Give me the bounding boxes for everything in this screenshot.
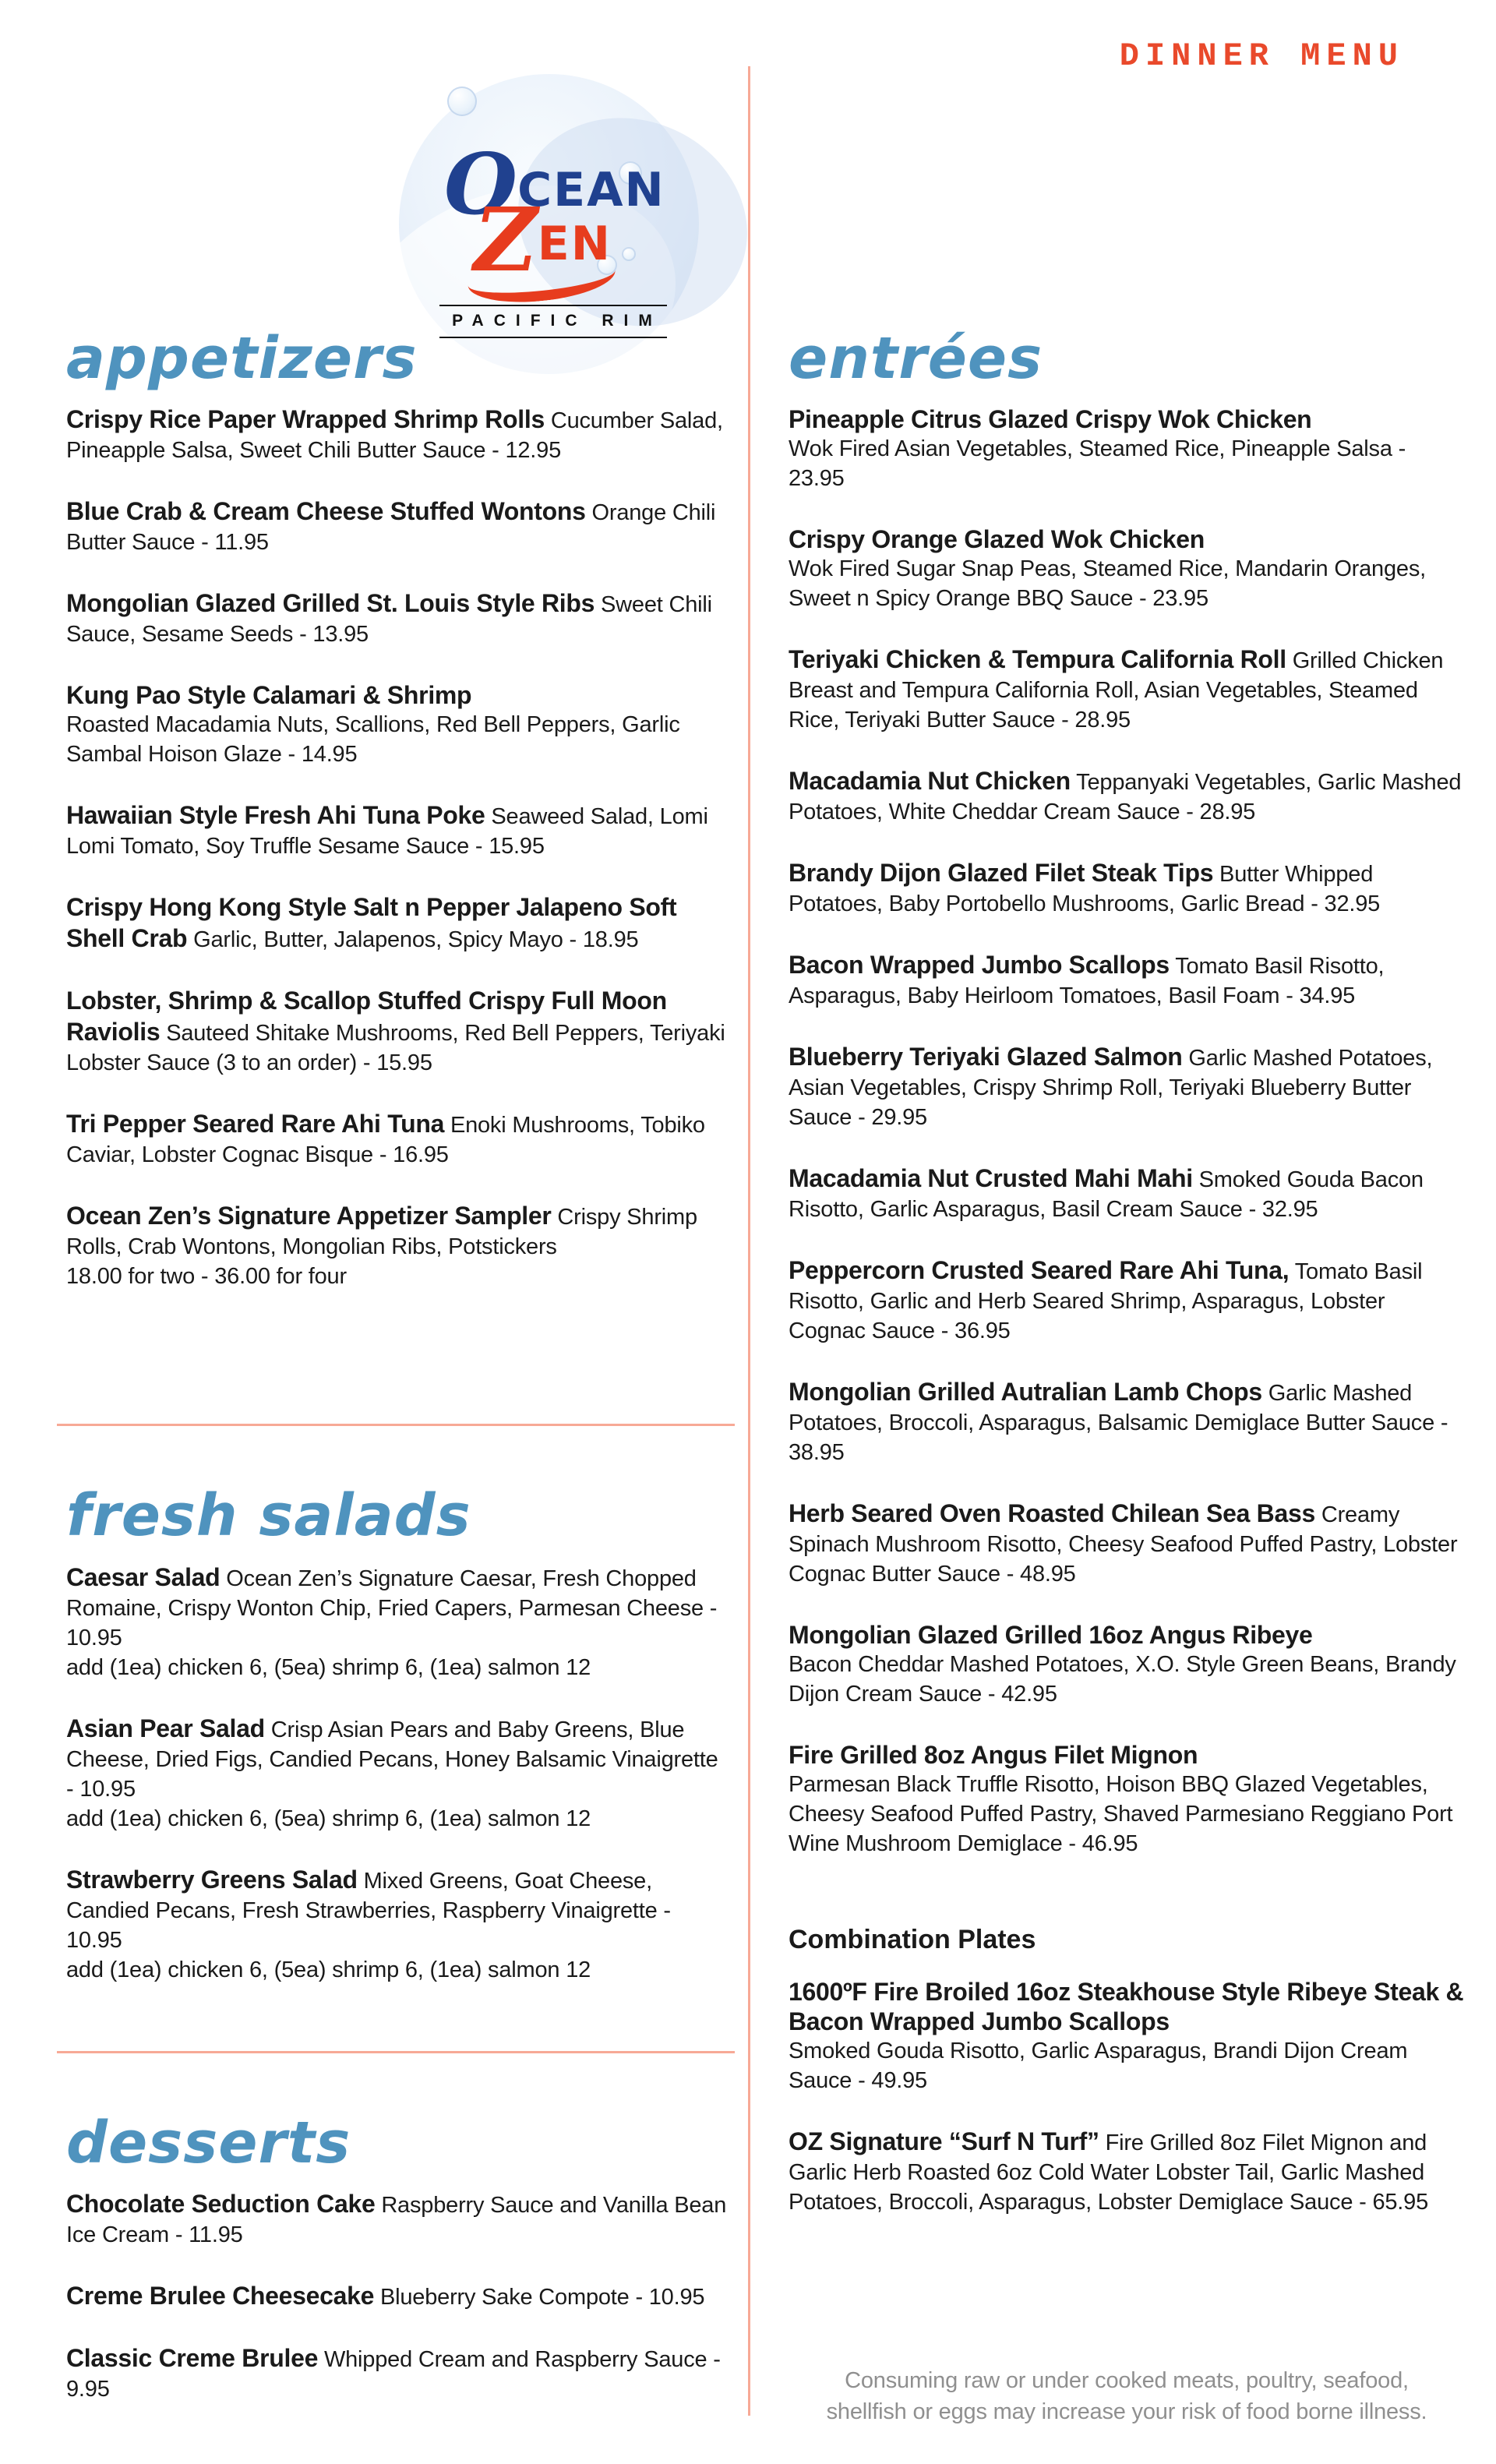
menu-item [66,2189,727,2250]
menu-item-addon: add (1ea) chicken 6, (5ea) shrimp 6, (1ea) salmon 12 [66,1654,591,1680]
menu-item [789,404,1465,493]
menu-item [789,1620,1465,1709]
menu-item-desc: Enoki Mushrooms, Tobiko Caviar, Lobster Cognac Bisque - 16.95 [66,1113,705,1168]
menu-item-addon: add (1ea) chicken 6, (5ea) shrimp 6, (1ea) salmon 12 [66,1957,591,1982]
menu-item-name: Creme Brulee Cheesecake [66,2282,375,2310]
menu-item [66,1109,727,1170]
section-divider [57,1424,735,1426]
menu-item-name: Bacon Wrapped Jumbo Scallops [789,951,1170,980]
menu-item-name: Strawberry Greens Salad [66,1865,358,1894]
menu-item [66,496,727,557]
menu-item-name: 1600ºF Fire Broiled 16oz Steakhouse Style Ribeye Steak & Bacon Wrapped Jumbo Scallops [789,1978,1464,2036]
combination-plates-list [789,1977,1465,2217]
menu-item-name: Mongolian Glazed Grilled St. Louis Style Ribs [66,589,595,618]
menu-item [66,680,727,769]
menu-item-desc: Cucumber Salad, Pineapple Salsa, Sweet Chili Butter Sauce - 12.95 [66,408,723,464]
menu-item-desc: Mixed Greens, Goat Cheese, Candied Pecans, Fresh Strawberries, Raspberry Vinaigrette - 10.95 [66,1868,671,1953]
menu-item-desc: Seaweed Salad, Lomi Lomi Tomato, Soy Truffle Sesame Sauce - 15.95 [66,804,708,860]
menu-item-name: Macadamia Nut Crusted Mahi Mahi [789,1164,1193,1193]
menu-item-name: Mongolian Grilled Autralian Lamb Chops [789,1378,1262,1407]
menu-item-name: Tri Pepper Seared Rare Ahi Tuna [66,1110,445,1138]
menu-item [66,1865,727,1985]
menu-item [66,2343,727,2404]
logo-word-ocean: OCEAN [444,136,665,234]
disclaimer-line-2: shellfish or eggs may increase your risk of food borne illness. [826,2399,1427,2425]
menu-item-name: Brandy Dijon Glazed Filet Steak Tips [789,859,1214,888]
menu-item-name: Caesar Salad [66,1562,221,1591]
menu-item-desc: Wok Fired Sugar Snap Peas, Steamed Rice, Mandarin Oranges, Sweet n Spicy Orange BBQ Sauce - 23.95 [789,556,1427,612]
menu-item [789,1377,1465,1467]
menu-item-name: Crispy Orange Glazed Wok Chicken [789,525,1205,554]
menu-item-desc: Bacon Cheddar Mashed Potatoes, X.O. Style Green Beans, Brandy Dijon Cream Sauce - 42.95 [789,1652,1456,1707]
menu-item [789,1499,1465,1589]
menu-item-desc: Tomato Basil Risotto, Garlic and Herb Seared Shrimp, Asparagus, Lobster Cognac Sauce - 36.95 [789,1259,1423,1344]
menu-item-name: Asian Pear Salad [66,1714,265,1742]
menu-item [66,1201,727,1291]
menu-item [66,986,727,1078]
menu-item-name: Hawaiian Style Fresh Ahi Tuna Poke [66,801,485,830]
menu-item-name: Lobster, Shrimp & Scallop Stuffed Crispy Full Moon Raviolis [66,987,667,1047]
entrees-heading: entrées [789,325,1043,392]
menu-item-desc: Garlic Mashed Potatoes, Asian Vegetables, Crispy Shrimp Roll, Teriyaki Blueberry Butter Sauce - 29.95 [789,1046,1433,1131]
column-divider [748,66,750,2416]
menu-item [789,2127,1465,2217]
menu-item-name: Blueberry Teriyaki Glazed Salmon [789,1043,1183,1071]
menu-item [789,858,1465,919]
menu-item-desc: Roasted Macadamia Nuts, Scallions, Red Bell Peppers, Garlic Sambal Hoison Glaze - 14.95 [66,712,680,768]
menu-item-name: OZ Signature “Surf N Turf” [789,2127,1099,2156]
menu-item-name: Herb Seared Oven Roasted Chilean Sea Bass [789,1499,1315,1528]
menu-item-desc: Garlic, Butter, Jalapenos, Spicy Mayo - 18.95 [193,927,639,953]
menu-item-name: Macadamia Nut Chicken [789,767,1071,796]
logo-tagline: PACIFIC RIM [439,305,667,338]
menu-item [66,1714,727,1834]
menu-item [66,588,727,649]
salads-list [66,1562,727,1985]
menu-item-name: Chocolate Seduction Cake [66,2190,376,2219]
menu-item [789,766,1465,827]
desserts-heading: desserts [66,2109,351,2176]
desserts-list [66,2189,727,2404]
section-divider [57,2051,735,2053]
menu-item-desc: Tomato Basil Risotto, Asparagus, Baby Heirloom Tomatoes, Basil Foam - 34.95 [789,954,1385,1009]
menu-item-name: Crispy Hong Kong Style Salt n Pepper Jalapeno Soft Shell Crab [66,893,677,953]
menu-item-desc: Smoked Gouda Bacon Risotto, Garlic Asparagus, Basil Cream Sauce - 32.95 [789,1167,1424,1223]
menu-item [66,1562,727,1682]
logo-word-zen: ZEN [474,189,612,291]
menu-item [789,1740,1465,1859]
menu-item-desc: Fire Grilled 8oz Filet Mignon and Garlic Herb Roasted 6oz Cold Water Lobster Tail, Garlic Mashed Potatoes, Broccoli, Asparagus, Lobster Demiglace Sauce - 65.95 [789,2130,1429,2215]
menu-item-name: Teriyaki Chicken & Tempura California Roll [789,645,1286,674]
menu-item-desc: Raspberry Sauce and Vanilla Bean Ice Cream - 11.95 [66,2193,727,2248]
menu-item [789,1255,1465,1346]
menu-item-desc: Ocean Zen’s Signature Caesar, Fresh Chopped Romaine, Crispy Wonton Chip, Fried Capers, Parmesan Cheese - 10.95 [66,1566,718,1650]
menu-item-name: Mongolian Glazed Grilled 16oz Angus Ribeye [789,1621,1313,1650]
dinner-menu-stamp: DINNER MENU [1119,37,1404,75]
menu-item [789,1163,1465,1224]
menu-item [789,1042,1465,1132]
menu-item-name: Kung Pao Style Calamari & Shrimp [66,681,472,710]
menu-item [66,2281,727,2312]
menu-item-desc: Sauteed Shitake Mushrooms, Red Bell Peppers, Teriyaki Lobster Sauce (3 to an order) - 15.95 [66,1021,725,1076]
entrees-list [789,404,1465,1859]
menu-item-desc: Grilled Chicken Breast and Tempura California Roll, Asian Vegetables, Steamed Rice, Teriyaki Butter Sauce - 28.95 [789,648,1444,733]
food-safety-disclaimer [789,2365,1465,2427]
menu-item-desc: Garlic Mashed Potatoes, Broccoli, Asparagus, Balsamic Demiglace Butter Sauce - 38.95 [789,1381,1448,1466]
menu-item [789,1977,1465,2095]
menu-item [66,404,727,465]
menu-item-name: Pineapple Citrus Glazed Crispy Wok Chicken [789,405,1312,434]
menu-item-desc: Crispy Shrimp Rolls, Crab Wontons, Mongolian Ribs, Potstickers [66,1205,697,1260]
menu-item [789,950,1465,1011]
menu-item [789,644,1465,735]
appetizers-heading: appetizers [66,325,418,392]
menu-item [789,524,1465,613]
appetizers-list [66,404,727,1291]
menu-item-desc: Whipped Cream and Raspberry Sauce - 9.95 [66,2347,721,2402]
right-column [789,0,1465,2427]
menu-item-name: Blue Crab & Cream Cheese Stuffed Wontons [66,497,586,526]
menu-item [66,800,727,861]
menu-item-desc: Wok Fired Asian Vegetables, Steamed Rice, Pineapple Salsa - 23.95 [789,436,1406,492]
menu-item [66,892,727,955]
menu-item-desc: Smoked Gouda Risotto, Garlic Asparagus, Brandi Dijon Cream Sauce - 49.95 [789,2039,1408,2094]
menu-item-desc: Sweet Chili Sauce, Sesame Seeds - 13.95 [66,592,712,648]
menu-item-name: Classic Creme Brulee [66,2344,319,2373]
logo-initial-z: Z [474,189,538,291]
fresh-salads-heading: fresh salads [66,1482,471,1550]
logo-initial-o: O [444,136,518,234]
combination-plates-heading: Combination Plates [789,1925,1036,1955]
menu-item-name: Crispy Rice Paper Wrapped Shrimp Rolls [66,405,545,434]
menu-item-desc: Butter Whipped Potatoes, Baby Portobello Mushrooms, Garlic Bread - 32.95 [789,862,1381,917]
menu-item-name: Peppercorn Crusted Seared Rare Ahi Tuna, [789,1256,1290,1285]
disclaimer-line-1: Consuming raw or under cooked meats, poultry, seafood, [845,2368,1409,2394]
menu-item-desc: Creamy Spinach Mushroom Risotto, Cheesy Seafood Puffed Pastry, Lobster Cognac Butter Sauce - 48.95 [789,1502,1458,1587]
menu-item-addon: add (1ea) chicken 6, (5ea) shrimp 6, (1ea) salmon 12 [66,1806,591,1831]
menu-item-name: Ocean Zen’s Signature Appetizer Sampler [66,1202,552,1230]
menu-item-desc: Teppanyaki Vegetables, Garlic Mashed Potatoes, White Cheddar Cream Sauce - 28.95 [789,770,1462,825]
menu-item-desc: Blueberry Sake Compote - 10.95 [379,2285,705,2310]
menu-item-addon: 18.00 for two - 36.00 for four [66,1264,347,1290]
menu-item-desc: Orange Chili Butter Sauce - 11.95 [66,500,716,556]
menu-item-name: Fire Grilled 8oz Angus Filet Mignon [789,1741,1198,1770]
menu-item-desc: Parmesan Black Truffle Risotto, Hoison BBQ Glazed Vegetables, Cheesy Seafood Puffed Pastry, Shaved Parmesiano Reggiano Port Wine Mushroom Demiglace - 46.95 [789,1772,1453,1857]
left-column [66,0,727,2435]
menu-item-desc: Crisp Asian Pears and Baby Greens, Blue Cheese, Dried Figs, Candied Pecans, Honey Balsamic Vinaigrette - 10.95 [66,1717,718,1802]
